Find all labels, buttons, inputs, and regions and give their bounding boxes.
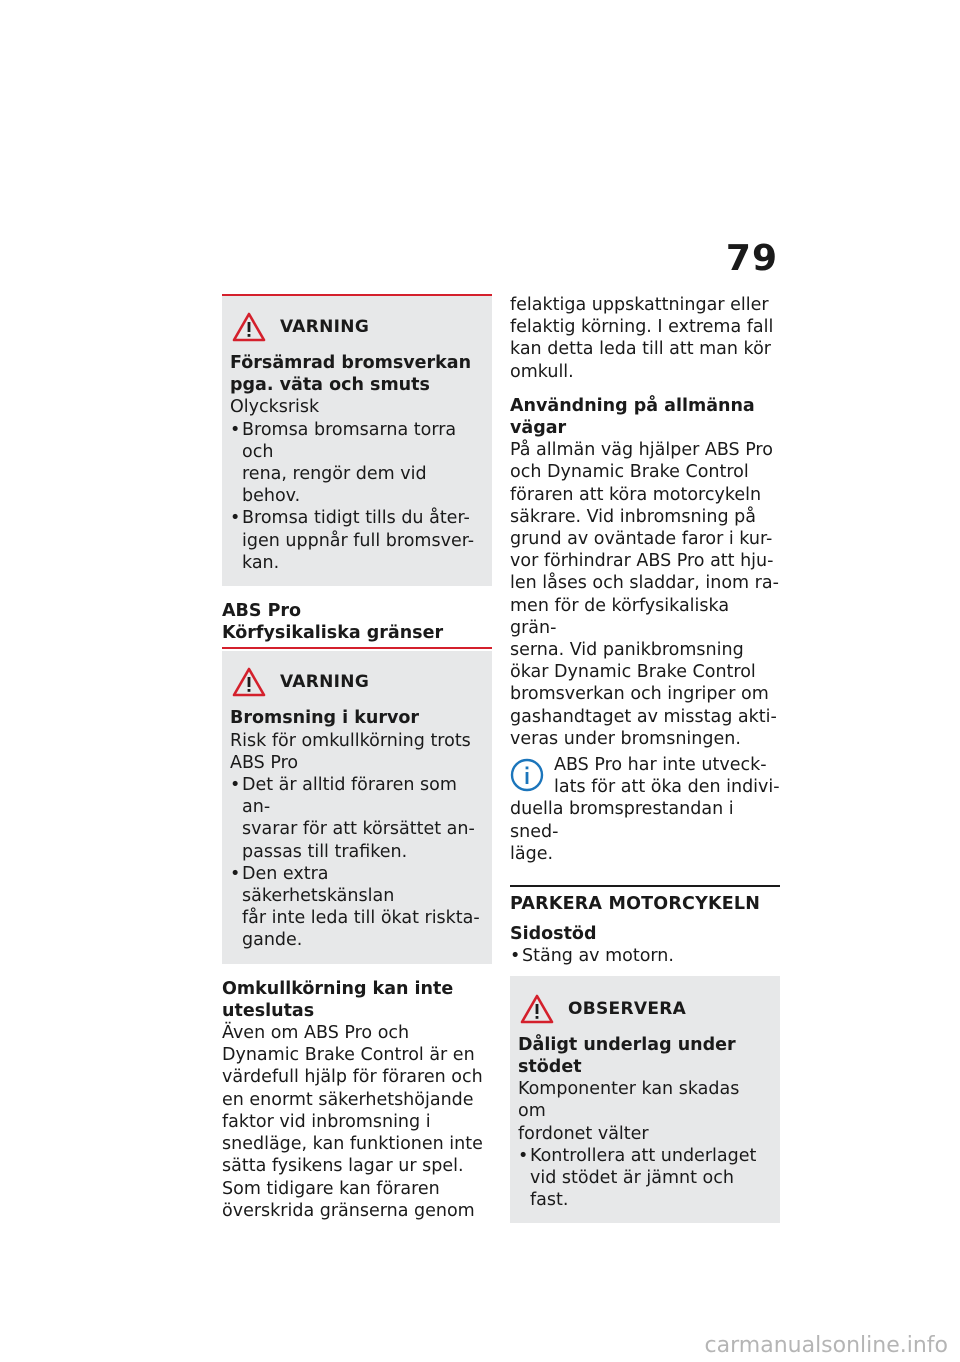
- body-line: bromsverkan och ingriper om: [510, 684, 769, 705]
- chapter-title: PARKERA MOTORCYKELN: [510, 885, 780, 915]
- warning-label: VARNING: [280, 316, 370, 337]
- body-line: På allmän väg hjälper ABS Pro: [510, 440, 773, 461]
- body-line: felaktiga uppskattningar eller: [510, 295, 769, 315]
- sub-heading-line: uteslutas: [222, 1000, 315, 1021]
- bullet-line: rena, rengör dem vid behov.: [242, 464, 427, 507]
- body-line: en enormt säkerhetshöjande: [222, 1089, 474, 1110]
- warning-bullets: [230, 419, 484, 574]
- bullet-line: passas till trafiken.: [242, 841, 408, 862]
- body-line: säkrare. Vid inbromsning på: [510, 506, 757, 527]
- body-line: föraren att köra motorcykeln: [510, 484, 762, 505]
- warning-text: [230, 730, 484, 774]
- bullet-item: [230, 419, 484, 508]
- notice-text: [518, 1078, 772, 1145]
- sub-heading: [222, 978, 492, 1022]
- sub-heading-line: Omkullkörning kan inte: [222, 978, 454, 999]
- sub-heading-line: Användning på allmänna: [510, 395, 755, 416]
- warning-text: Olycksrisk: [230, 397, 320, 418]
- step-text: Stäng av motorn.: [522, 946, 674, 967]
- bullet-line: • Den extra säkerhetskänslan: [242, 863, 395, 907]
- warning-title-line: pga. väta och smuts: [230, 375, 430, 396]
- notice-text-line: Komponenter kan skadas om: [518, 1079, 740, 1122]
- body-line: Även om ABS Pro och: [222, 1023, 410, 1044]
- body-line: överskrida gränserna genom: [222, 1200, 475, 1221]
- info-line: ABS Pro har inte utveck-: [554, 755, 767, 776]
- body-line: ökar Dynamic Brake Control: [510, 662, 756, 683]
- body-paragraph: [222, 1022, 492, 1222]
- warning-bullets: [230, 774, 484, 952]
- notice-triangle-icon: [520, 994, 554, 1024]
- body-paragraph: [510, 439, 780, 750]
- warning-triangle-icon: [232, 312, 266, 342]
- body-line: Dynamic Brake Control är en: [222, 1045, 475, 1066]
- bullet-line: • Bromsa tidigt tills du åter-: [242, 508, 470, 529]
- body-line: sätta fysikens lagar ur spel.: [222, 1156, 464, 1177]
- bullet-line: • Kontrollera att underlaget: [530, 1145, 757, 1166]
- body-line: värdefull hjälp för föraren och: [222, 1067, 483, 1088]
- section-heading-line: Körfysikaliska gränser: [222, 623, 444, 644]
- section-heading-line: ABS Pro: [222, 601, 302, 622]
- body-line: men för de körfysikaliska grän-: [510, 595, 730, 638]
- bullet-line: gande.: [242, 930, 303, 951]
- bullet-line: får inte leda till ökat riskta-: [242, 908, 480, 929]
- notice-title: Dåligt underlag under stödet: [518, 1034, 736, 1077]
- warning-title: [230, 352, 484, 396]
- warning-label: VARNING: [280, 672, 370, 693]
- bullet-item: [230, 863, 484, 952]
- body-line: omkull.: [510, 361, 574, 382]
- body-line: vor förhindrar ABS Pro att hju-: [510, 551, 774, 572]
- body-line: len låses och sladdar, inom ra-: [510, 573, 779, 594]
- info-note: [510, 754, 780, 865]
- info-line: duella bromsprestandan i sned-: [510, 799, 734, 842]
- sub-heading: [510, 395, 780, 439]
- bullet-item: [230, 774, 484, 863]
- warning-title: Bromsning i kurvor: [230, 708, 420, 729]
- bullet-line: vid stödet är jämnt och fast.: [530, 1167, 734, 1211]
- step-bullet: •: [510, 946, 521, 967]
- notice-box: [510, 976, 780, 1224]
- section-heading: [222, 600, 492, 649]
- info-line: lats för att öka den indivi-: [554, 777, 780, 798]
- bullet-line: kan.: [242, 552, 280, 573]
- watermark: carmanualsonline.info: [704, 1333, 948, 1358]
- info-icon: [510, 758, 544, 792]
- sub-heading-line: vägar: [510, 418, 567, 439]
- body-line: veras under bromsningen.: [510, 728, 741, 749]
- warning-box-2: [222, 651, 492, 963]
- body-line: serna. Vid panikbromsning: [510, 640, 744, 661]
- page-number: 79: [725, 238, 778, 279]
- bullet-line: • Bromsa bromsarna torra och: [242, 419, 457, 462]
- body-line: faktor vid inbromsning i: [222, 1111, 431, 1132]
- body-line: snedläge, kan funktionen inte: [222, 1134, 483, 1155]
- warning-header: [232, 667, 484, 697]
- bullet-line: svarar för att körsättet an-: [242, 819, 475, 840]
- bullet-item: [518, 1145, 772, 1212]
- chapter-subheading: Sidostöd: [510, 924, 597, 945]
- step-item: [510, 945, 780, 977]
- body-line: gashandtaget av misstag akti-: [510, 706, 777, 727]
- notice-text-line: fordonet välter: [518, 1123, 649, 1144]
- bullet-line: • Det är alltid föraren som an-: [242, 775, 457, 818]
- warning-box-1: [222, 294, 492, 586]
- notice-label: OBSERVERA: [568, 998, 687, 1019]
- warning-header: [232, 312, 484, 342]
- warning-text-line: ABS Pro: [230, 752, 299, 773]
- body-line: felaktig körning. I extrema fall: [510, 317, 774, 338]
- bullet-item: [230, 507, 484, 574]
- info-line: läge.: [510, 843, 554, 864]
- warning-text-line: Risk för omkullkörning trots: [230, 730, 471, 751]
- left-column: [222, 294, 492, 1234]
- bullet-line: igen uppnår full bromsver-: [242, 530, 475, 551]
- notice-bullets: [518, 1145, 772, 1212]
- warning-triangle-icon: [232, 667, 266, 697]
- body-line: Som tidigare kan föraren: [222, 1178, 440, 1199]
- continued-paragraph: [510, 294, 780, 383]
- notice-header: [520, 994, 772, 1024]
- right-column: [510, 294, 780, 1233]
- body-line: kan detta leda till att man kör: [510, 339, 771, 360]
- body-line: grund av oväntade faror i kur-: [510, 529, 773, 550]
- warning-title-line: Försämrad bromsverkan: [230, 353, 472, 373]
- body-line: och Dynamic Brake Control: [510, 462, 749, 483]
